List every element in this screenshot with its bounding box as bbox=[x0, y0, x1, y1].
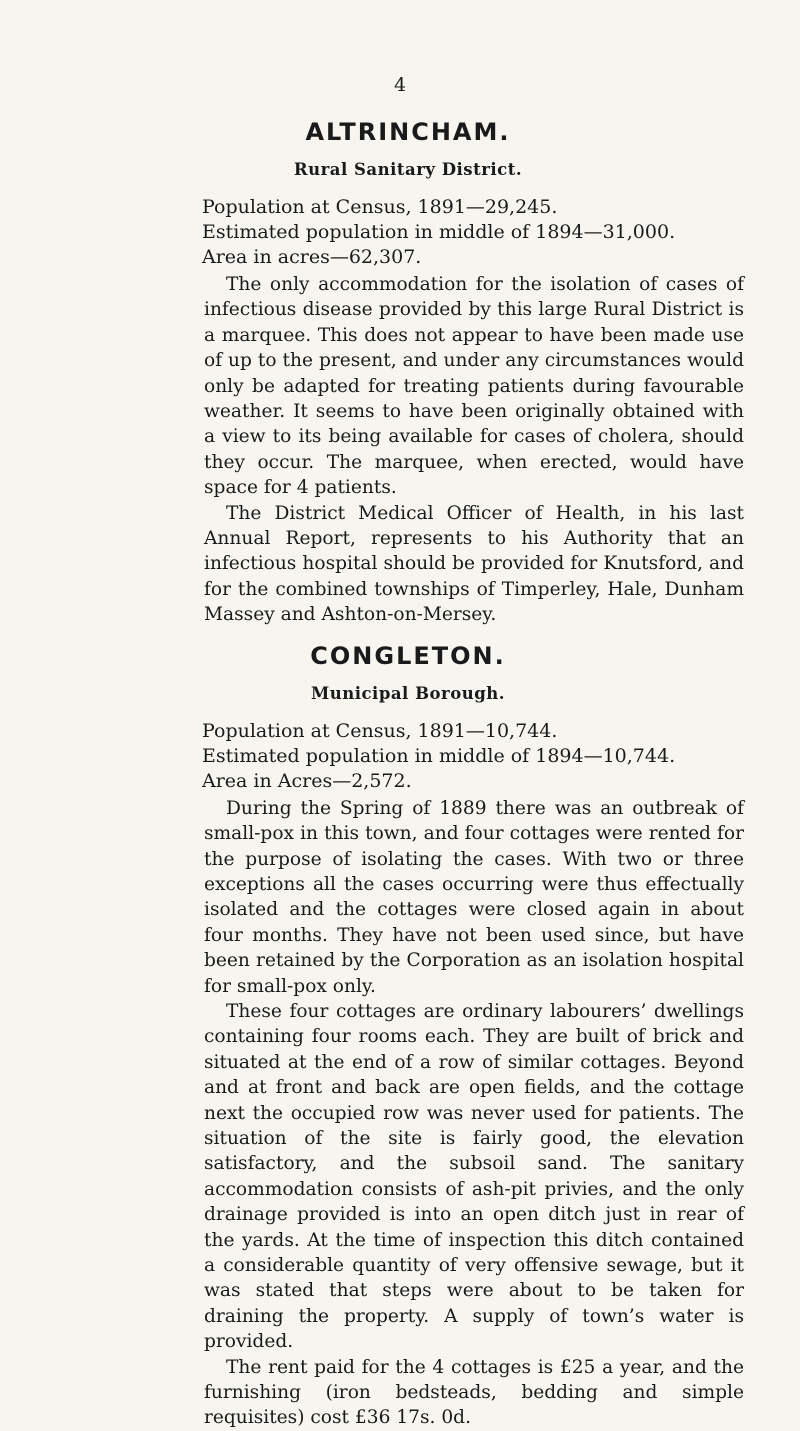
section-altrincham bbox=[202, 118, 744, 628]
section-title: ALTRINCHAM. bbox=[305, 118, 511, 146]
statistics-list bbox=[202, 195, 742, 270]
page-number: 4 bbox=[393, 74, 407, 96]
stat-population-census: Population at Census, 1891—29,245. bbox=[202, 196, 558, 218]
stat-estimated-population: Estimated population in middle of 1894—10,744. bbox=[202, 744, 676, 767]
stat-area: Area in acres—62,307. bbox=[202, 246, 422, 268]
section-subtitle: Rural Sanitary District. bbox=[293, 160, 523, 179]
paragraph: These four cottages are ordinary labourers’ dwellings containing four rooms each. They are built of brick and situated at the end of a row of similar cottages. Beyond and at front and back are open fields, and the cottage next the occupied row was never used for patients. The situation of the site is fairly good, the elevation satisfactory, and the subsoil sand. The sanitary accommodation consists of ash-pit privies, and the only drainage provided is into an open ditch just in rear of the yards. At the time of inspection this ditch contained a considerable quantity of very offensive sewage, but it was stated that steps were about to be taken for draining the property. A supply of town’s water is provided. bbox=[204, 1000, 744, 1353]
paragraph: The rent paid for the 4 cottages is £25 a year, and the furnishing (iron bedsteads, bedding and simple requisites) cost £36 17s. 0d. bbox=[204, 1356, 744, 1429]
section-subtitle: Municipal Borough. bbox=[310, 683, 505, 703]
section-title: CONGLETON. bbox=[310, 641, 506, 670]
stat-area: Area in Acres—2,572. bbox=[202, 769, 412, 792]
paragraph: The only accommodation for the isolation of cases of infectious disease provided by this large Rural District is a marquee. This does not appear to have been made use of up to the present, and under any circumstances would only be adapted for treating patients during favourable weather. It seems to have been originally obtained with a view to its being available for cases of cholera, should they occur. The marquee, when erected, would have space for 4 patients. bbox=[204, 274, 744, 499]
paragraph: During the Spring of 1889 there was an outbreak of small-pox in this town, and four cottages were rented for the purpose of isolating the cases. With two or three exceptions all the cases occurring were thus effectually isolated and the cottages were closed again in about four months. They have not been used since, but have been retained by the Corporation as an isolation hospital for small-pox only. bbox=[204, 797, 744, 997]
paragraph: The District Medical Officer of Health, in his last Annual Report, represents to his Authority that an infectious hospital should be provided for Knutsford, and for the combined townships of Timperley, Hale, Dunham Massey and Ashton-on-Mersey. bbox=[204, 502, 744, 626]
section-divider bbox=[226, 628, 742, 642]
stat-estimated-population: Estimated population in middle of 1894—31,000. bbox=[202, 221, 676, 243]
stat-population-census: Population at Census, 1891—10,744. bbox=[202, 719, 558, 742]
page-content bbox=[202, 118, 744, 1431]
statistics-list bbox=[202, 719, 742, 794]
section-congleton bbox=[202, 641, 744, 1431]
